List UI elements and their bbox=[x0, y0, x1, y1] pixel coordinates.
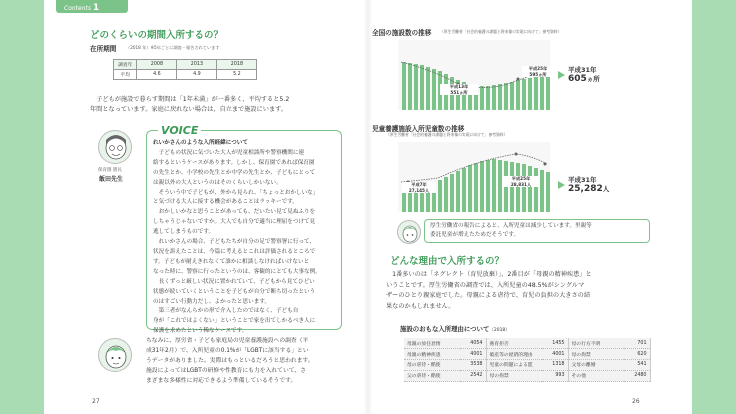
reason-count: 4001 bbox=[460, 349, 486, 360]
table-row bbox=[404, 338, 650, 349]
reasons-table bbox=[404, 338, 651, 382]
table-row bbox=[404, 360, 650, 371]
chart2-plot bbox=[398, 142, 550, 212]
reason-label: 破産等の経済的理由 bbox=[486, 349, 542, 360]
intro-text: 子どもが施設で暮らす期間は「1年未満」が一番多く、平均すると5.2 年間となっています。家庭に戻れない場合は、自立まで施設にいます。 bbox=[90, 96, 290, 114]
chart1-title: 全国の施設数の推移 bbox=[372, 29, 432, 37]
period-note: （2018 年）※5年ごとに調査・報告されています bbox=[126, 44, 220, 50]
reason-count: 993 bbox=[542, 370, 568, 381]
reason-count: 2542 bbox=[460, 370, 486, 381]
reason-label: 母の行方不明 bbox=[568, 338, 624, 349]
teacher-avatar bbox=[98, 130, 132, 164]
reason-text: 1番多いのは「ネグレクト（育児放棄）」、2番目が「母親の精神疾患」と いうことです。厚生労働省の調査では、入所児童の48.5%がシングルマ ザーのひとり親家庭でした。母親による虐待で、育児の負担の大きさの結 果なのかもしれません。 bbox=[386, 271, 592, 310]
reason-count: 1455 bbox=[542, 338, 568, 349]
chart1-plot bbox=[398, 40, 550, 110]
narrator-face-icon bbox=[99, 339, 133, 373]
reason-label: 母親の放任怠惰 bbox=[404, 338, 460, 349]
reason-count: 620 bbox=[624, 349, 650, 360]
reason-label: その他 bbox=[568, 370, 624, 381]
reason-count: 4001 bbox=[542, 349, 568, 360]
chart1-callout-a: 平成13年 551ヵ所 bbox=[440, 84, 478, 95]
chart2-title: 児童養護施設入所児童数の推移 bbox=[372, 125, 465, 133]
reason-count: 701 bbox=[624, 338, 650, 349]
speaker-role: 保育園 園長 bbox=[98, 168, 122, 173]
chart1-result: 平成31年 605ヵ所 bbox=[568, 66, 600, 84]
reason-label: 児童の問題による監 bbox=[486, 360, 542, 371]
chart1-arrow-icon bbox=[558, 71, 565, 79]
chart1-callout-b: 平成25年 595ヵ所 bbox=[522, 66, 554, 77]
period-heading: 在所期間 bbox=[90, 45, 117, 53]
bottom-note: ちなみに、厚労省・子ども家庭局の児童養護施設への調査（平 成31年2月）で、入所児童の0.1%が「LGBTに該当する」とい うデータがありました。実際はもっといるだろうと思われます。 施設によってはLGBTの研修や性教育にも力を入れていて、さ まざまな多様性に対応できるよう準備しているそうです。 bbox=[146, 338, 314, 384]
reason-count: 1318 bbox=[542, 360, 568, 371]
reason-label: 母親の精神疾患 bbox=[404, 349, 460, 360]
child-avatar bbox=[397, 220, 421, 244]
left-title: どのくらいの期間入所するの？ bbox=[90, 30, 224, 41]
reason-count: 3538 bbox=[460, 360, 486, 371]
reason-label: 養育拒否 bbox=[486, 338, 542, 349]
bubble-text: 厚生労働省の報告によると、入所児童は減少しています。里親等 委託児童が増えたためだそうです。 bbox=[430, 223, 592, 238]
reasons-table-title: 施設のおもな入所理由について（2018） bbox=[400, 325, 510, 333]
table-row bbox=[404, 370, 650, 381]
speaker-name: 飯田先生 bbox=[99, 176, 124, 183]
chart2-callout-a: 平成7年 27,145人 bbox=[402, 182, 436, 193]
table-row bbox=[404, 349, 650, 360]
reason-label: 母の拘禁 bbox=[568, 349, 624, 360]
voice-label: VOICE bbox=[158, 124, 201, 137]
reason-label: 母の拘禁 bbox=[486, 370, 542, 381]
reason-count: 2480 bbox=[624, 370, 650, 381]
chart1-source: （厚生労働省「社会的養護の課題と将来像の実現に向けて」参考資料） bbox=[440, 29, 562, 34]
book-gutter bbox=[364, 0, 372, 414]
left-page-number: 27 bbox=[92, 398, 100, 405]
right-page-number: 26 bbox=[632, 398, 640, 405]
chart2-callout-b: 平成25年 28,831人 bbox=[502, 176, 540, 187]
reason-count: 4054 bbox=[460, 338, 486, 349]
contents-tab: Contents 1 bbox=[56, 0, 128, 13]
reason-label: 父の虐待・酷使 bbox=[404, 370, 460, 381]
reason-label: 母の虐待・酷使 bbox=[404, 360, 460, 371]
reason-label: 父母の離婚 bbox=[568, 360, 624, 371]
reason-count: 541 bbox=[624, 360, 650, 371]
period-table: 調査年 2008 2013 2018 平均 4.6 4.9 5.2 bbox=[113, 59, 257, 80]
chart2-source: （厚生労働省「社会的養護の課題と将来像の実現に向けて」参考資料） bbox=[386, 132, 508, 137]
teacher-face-icon bbox=[99, 131, 133, 165]
child-face-icon bbox=[398, 221, 422, 245]
chart2-arrow-icon bbox=[558, 181, 565, 189]
narrator-avatar bbox=[98, 338, 132, 372]
reason-title: どんな理由で入所するの？ bbox=[390, 256, 505, 267]
voice-text: れいかさんのような入所経緯について 子どもの状況に気づいた大人が児童相談所や警察機関に連 絡するというケースがあります。しかし、保育園であれば保育園 の先生とか、小学校の先生とか中学の先生とか、子どもにとって は親以外の大人というのはそのくらいしかいない。 そういう中で子どもが、外から見られ、「ちょっとおかしいな」 と気づける大人に接する機会があることはラッキーです。 おかしいかなと思うことがあっても、だいたい見て見ぬふりを しちゃうじゃないですか。大人でも自分で適当に理屈をつけて見 逃してしまうものです。 れいかさんの場合、子どもたちが自分の足で警察署に行って、 状況を訴えたことは、今篇に考えるとこれは評価されるところで す。子どもが耐えきれなくて誰かに相談しなければいけないと なった時に、警察に行ったというのは、客観的にとても大事な例。 長くずっと厳しい状況に置かれていて、子どもから見てひどい 状態が続いていくということを子どもが自分で断ち切ったという のはすごい行動力だし、よかったと思います。 第三者がなんらかの形で介入したのではなく、子ども自 身が「これではよくない」ということで家を出てしかるべき人に 保護を求めたという稀なケースです。 bbox=[153, 140, 321, 335]
chart2-result: 平成31年 25,282人 bbox=[568, 176, 610, 194]
